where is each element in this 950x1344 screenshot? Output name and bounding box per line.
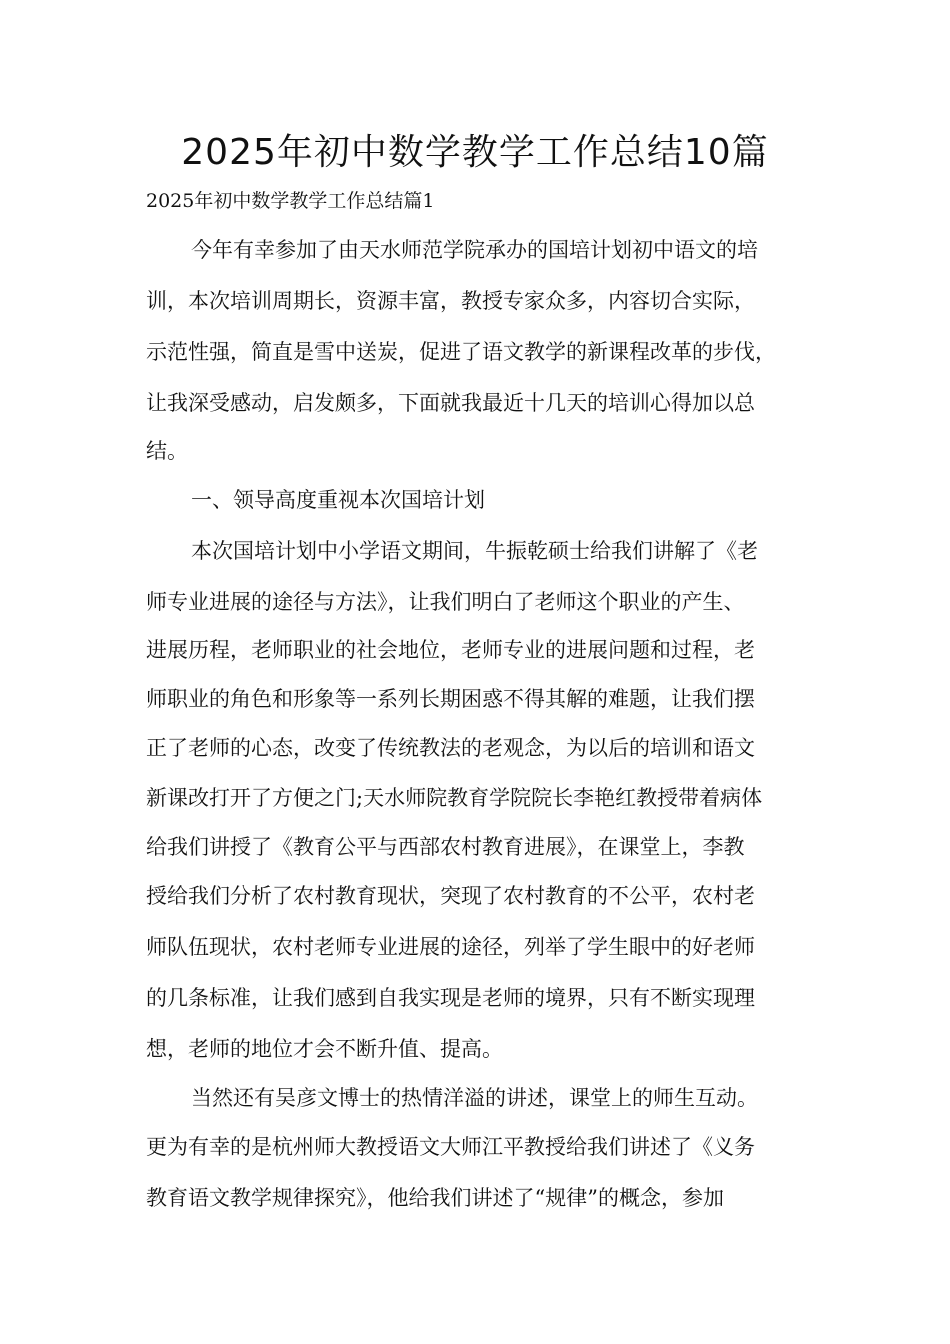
text-line: 进展历程，老师职业的社会地位，老师专业的进展问题和过程，老: [146, 638, 755, 662]
text-line: 师队伍现状，农村老师专业进展的途径，列举了学生眼中的好老师: [146, 935, 755, 959]
text-line: 今年有幸参加了由天水师范学院承办的国培计划初中语文的培: [191, 238, 758, 262]
text-line: 训，本次培训周期长，资源丰富，教授专家众多，内容切合实际，: [146, 289, 755, 313]
text-line: 结。: [146, 439, 188, 463]
text-line: 想，老师的地位才会不断升值、提高。: [146, 1037, 503, 1061]
text-line: 的几条标准，让我们感到自我实现是老师的境界，只有不断实现理: [146, 986, 755, 1010]
text-line: 新课改打开了方便之门;天水师院教育学院院长李艳红教授带着病体: [146, 786, 763, 810]
subheading-line: 一、领导高度重视本次国培计划: [191, 488, 485, 512]
text-line: 给我们讲授了《教育公平与西部农村教育进展》，在课堂上，李教: [146, 835, 745, 859]
text-line: 师职业的角色和形象等一系列长期困惑不得其解的难题，让我们摆: [146, 687, 755, 711]
text-line: 授给我们分析了农村教育现状，突现了农村教育的不公平，农村老: [146, 884, 755, 908]
text-line: 教育语文教学规律探究》，他给我们讲述了“规律”的概念，参加: [146, 1186, 724, 1210]
section-heading: 2025年初中数学教学工作总结篇1: [146, 190, 435, 212]
text-line: 正了老师的心态，改变了传统教法的老观念，为以后的培训和语文: [146, 736, 755, 760]
text-line: 当然还有吴彦文博士的热情洋溢的讲述，课堂上的师生互动。: [191, 1086, 758, 1110]
text-line: 师专业进展的途径与方法》，让我们明白了老师这个职业的产生、: [146, 590, 745, 614]
text-line: 本次国培计划中小学语文期间，牛振乾硕士给我们讲解了《老: [191, 539, 758, 563]
text-line: 示范性强，简直是雪中送炭，促进了语文教学的新课程改革的步伐，: [146, 340, 776, 364]
text-line: 更为有幸的是杭州师大教授语文大师江平教授给我们讲述了《义务: [146, 1135, 755, 1159]
document-title: 2025年初中数学教学工作总结10篇: [181, 132, 769, 173]
text-line: 让我深受感动，启发颇多，下面就我最近十几天的培训心得加以总: [146, 391, 755, 415]
